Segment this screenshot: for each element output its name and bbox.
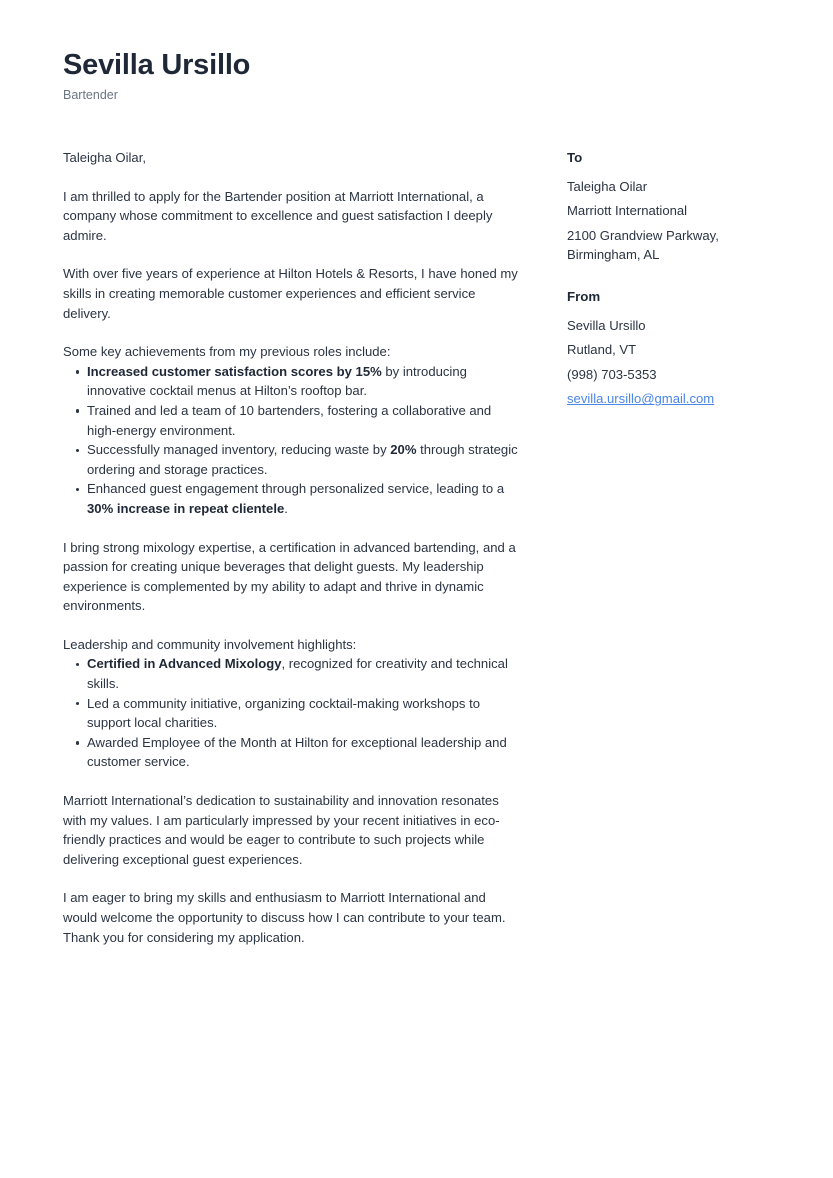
list-item (63, 654, 520, 693)
sender-email-link[interactable]: sevilla.ursillo@gmail.com (567, 391, 715, 407)
list-item-bold: 30% increase in repeat clientele (87, 500, 285, 516)
contact-sidebar (567, 148, 777, 409)
list-item (63, 733, 520, 772)
leadership-list (63, 654, 520, 772)
list-item (63, 401, 520, 440)
sender-location: Rutland, VT (567, 342, 637, 358)
list-item-bold: 20% (390, 442, 417, 458)
list-item-text: by introducing innovative cocktail menus at Hilton’s rooftop bar. (87, 363, 467, 399)
job-title: Bartender (63, 87, 118, 102)
achievements-list (63, 362, 520, 519)
list-item-bold: Certified in Advanced Mixology (87, 656, 282, 672)
list-item-text: Enhanced guest engagement through personalized service, leading to a (87, 481, 505, 497)
list-item (63, 694, 520, 733)
sender-name: Sevilla Ursillo (567, 317, 646, 333)
leadership-lead-in: Leadership and community involvement highlights: (63, 636, 357, 652)
page-title: Sevilla Ursillo (63, 49, 251, 81)
list-item-text: Awarded Employee of the Month at Hilton for exceptional leadership and customer service. (87, 734, 507, 770)
list-item-text: , recognized for creativity and technical skills. (87, 656, 508, 692)
to-heading: To (567, 150, 583, 165)
list-item (63, 440, 520, 479)
list-item-text: Successfully managed inventory, reducing waste by (87, 442, 391, 458)
recipient-name: Taleigha Oilar (567, 178, 648, 194)
list-item (63, 479, 520, 518)
sender-block (567, 287, 777, 409)
list-item (63, 362, 520, 401)
recipient-company: Marriott International (567, 203, 688, 219)
list-item-text-tail: . (284, 500, 288, 516)
paragraph-2: With over five years of experience at Hilton Hotels & Resorts, I have honed my skills in creating memorable customer experiences and efficient service delivery. (63, 266, 518, 321)
from-heading: From (567, 288, 601, 304)
sender-email-line (567, 389, 777, 409)
recipient-block (567, 148, 777, 265)
paragraph-4: Marriott International’s dedication to sustainability and innovation resonates with my values. I am particularly impressed by your recent initiatives in eco-friendly practices and would be eager to contribute to such projects while delivering exceptional guest experiences. (63, 793, 500, 867)
letter-header (63, 50, 663, 103)
achievements-lead-in: Some key achievements from my previous roles include: (63, 344, 391, 360)
salutation: Taleigha Oilar, (63, 150, 146, 165)
paragraph-5: I am eager to bring my skills and enthusiasm to Marriott International and would welcome the opportunity to discuss how I can contribute to your team. Thank you for considering my application. (63, 890, 506, 945)
list-item-text: Trained and led a team of 10 bartenders, fostering a collaborative and high-energy environment. (87, 402, 492, 438)
list-item-text-tail: through strategic ordering and storage practices. (87, 442, 518, 477)
sender-phone: (998) 703-5353 (567, 366, 657, 382)
paragraph-1: I am thrilled to apply for the Bartender position at Marriott International, a company whose commitment to excellence and guest satisfaction I deeply admire. (63, 188, 493, 243)
letter-body (63, 148, 520, 947)
paragraph-3: I bring strong mixology expertise, a certification in advanced bartending, and a passion for creating unique beverages that delight guests. My leadership experience is complemented by my ability to adapt and thrive in dynamic environments. (63, 539, 516, 614)
list-item-text: Led a community initiative, organizing cocktail-making workshops to support local charities. (87, 695, 480, 731)
list-item-bold: Increased customer satisfaction scores by 15% (87, 363, 382, 379)
recipient-address: 2100 Grandview Parkway, Birmingham, AL (567, 227, 719, 263)
